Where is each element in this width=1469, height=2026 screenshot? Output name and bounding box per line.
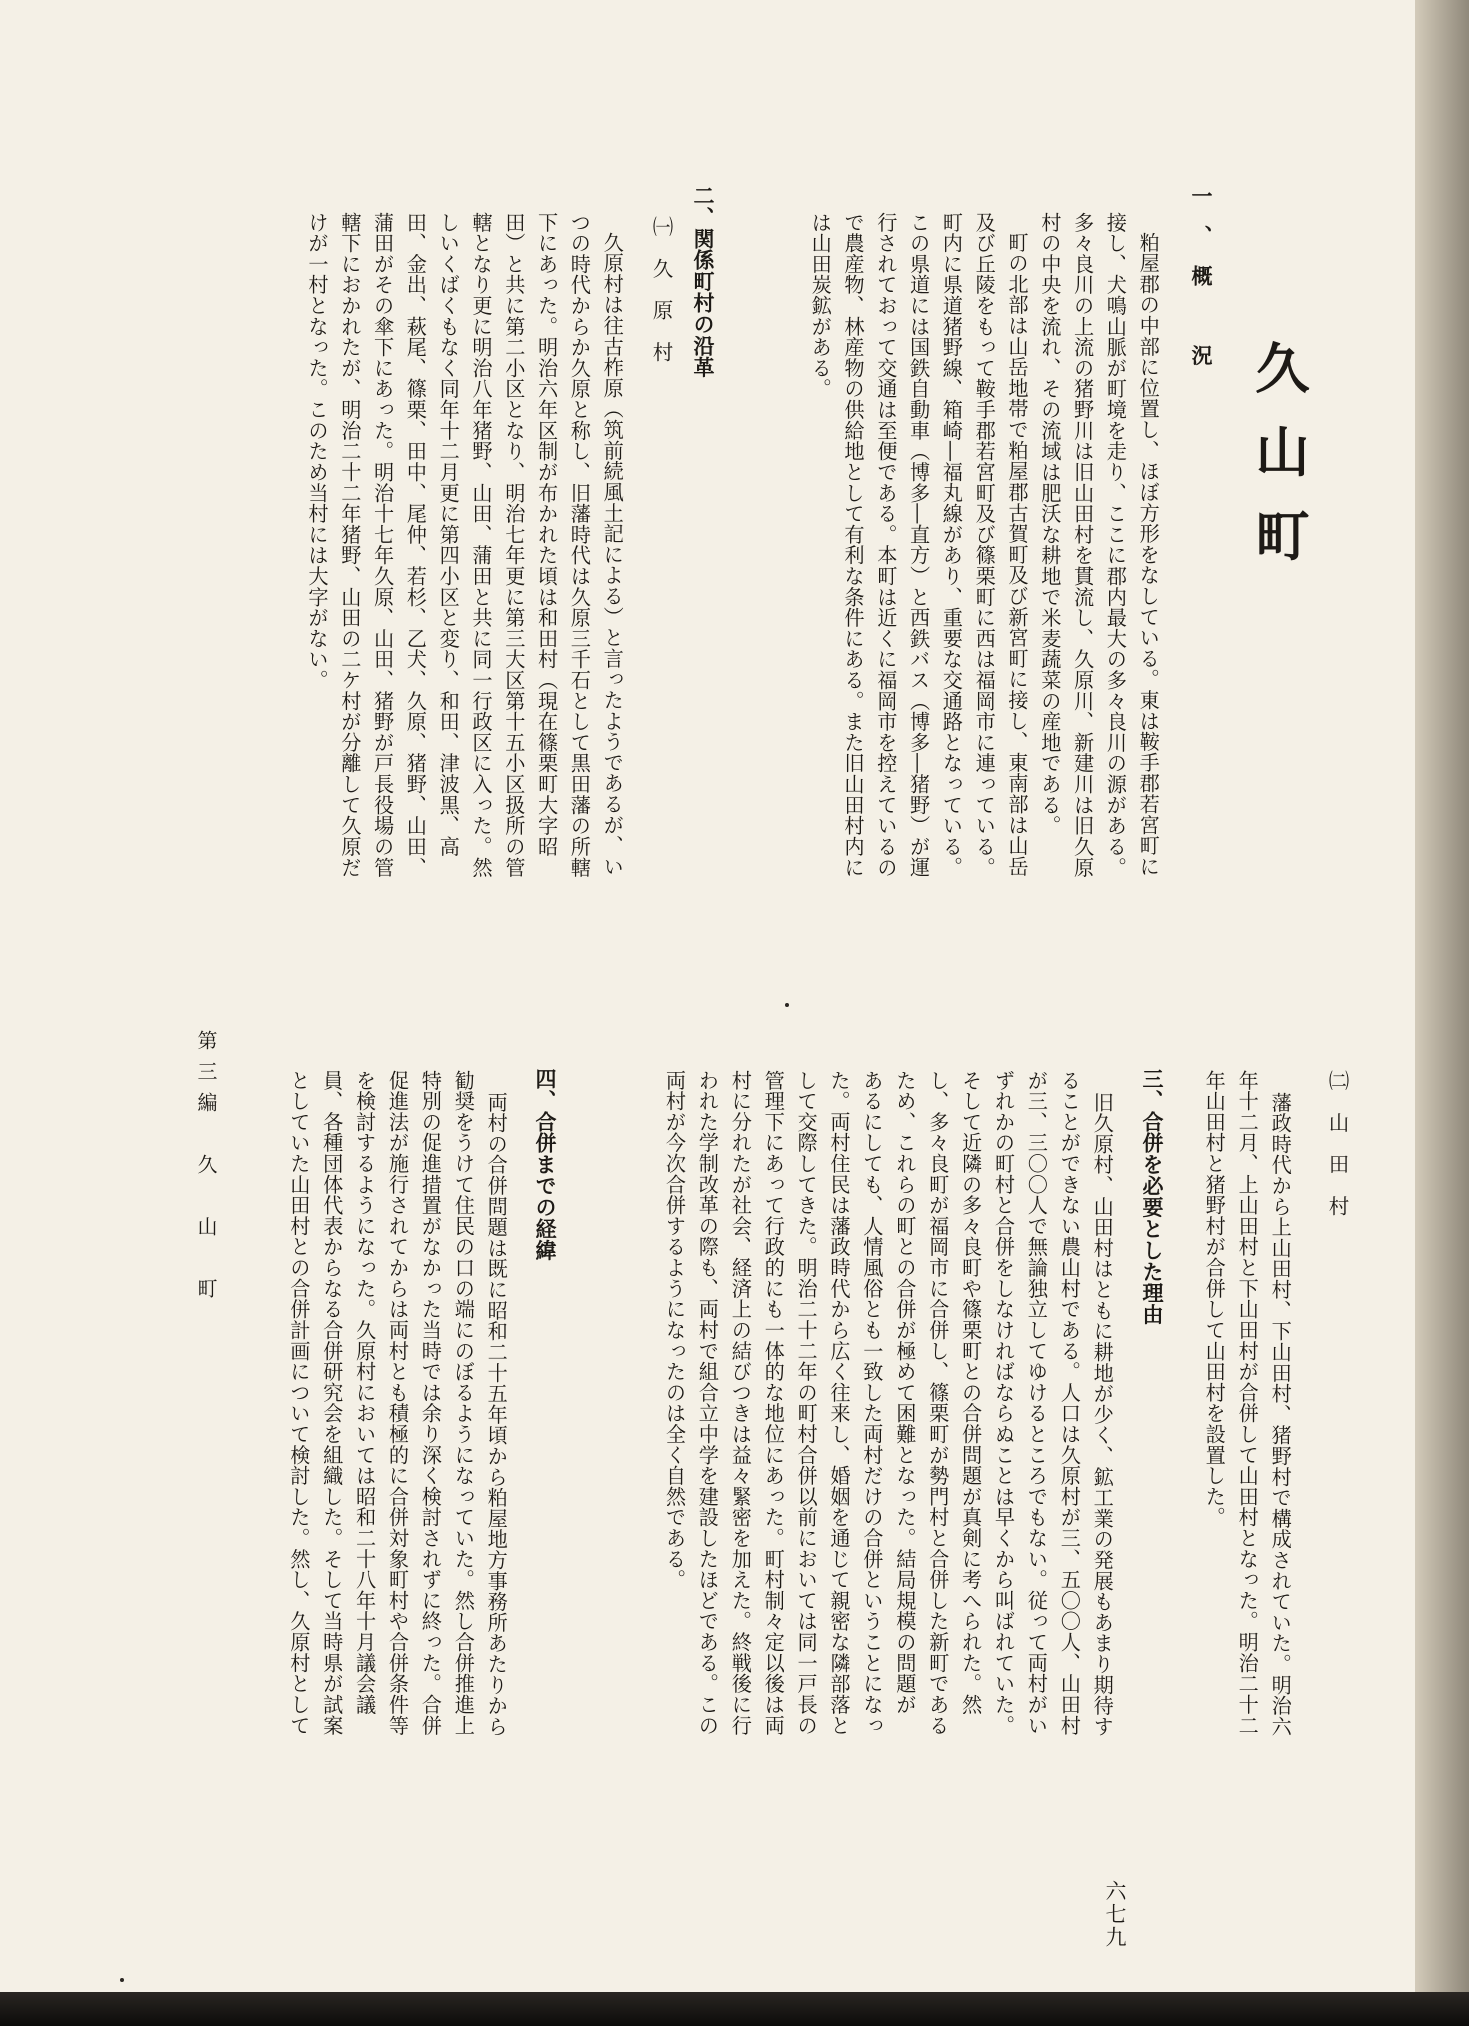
- text-line: 田）と共に第二小区となり、明治七年更に第三大区第十五小区扱所の管: [501, 212, 526, 878]
- scan-speck: [120, 1978, 124, 1982]
- text-line: としていた山田村との合併計画について検討した。然し、久原村として: [286, 1070, 311, 1736]
- scan-speck: [785, 1003, 789, 1007]
- page-number: 六七九: [1103, 1880, 1127, 1950]
- text-line: 行されておって交通は至便である。本町は近くに福岡市を控えているの: [873, 212, 898, 878]
- page-title: 久山町: [1247, 340, 1310, 592]
- text-line: ることができない農山村である。人口は久原村が三、五〇〇人、山田村: [1057, 1070, 1082, 1736]
- section-1-heading: 一、概 況: [1189, 185, 1213, 385]
- text-line: 促進法が施行されてからは両村とも積極的に合併対象町村や合併条件等: [385, 1070, 410, 1736]
- text-line: 田、金出、萩尾、篠栗、田中、尾仲、若杉、乙犬、久原、猪野、山田、: [403, 212, 428, 878]
- text-line: 町の北部は山岳地帯で粕屋郡古賀町及び新宮町に接し、東南部は山岳: [1005, 232, 1029, 877]
- text-line: けが一村となった。このため当村には大字がない。: [305, 212, 329, 691]
- text-line: は山田炭鉱がある。: [808, 212, 833, 400]
- text-line: 轄下におかれたが、明治二十二年猪野、山田の二ケ村が分離して久原だ: [337, 212, 362, 878]
- text-line: 両村の合併問題は既に昭和二十五年頃から粕屋地方事務所あたりから: [484, 1092, 509, 1737]
- text-line: そして近隣の多々良町や篠栗町との合併問題が真剣に考へられた。然: [958, 1070, 983, 1715]
- scan-bottom-edge: [0, 1992, 1469, 2026]
- text-line: 村の中央を流れ、その流域は肥沃な耕地で米麦蔬菜の産地である。: [1037, 212, 1062, 837]
- text-line: 旧久原村、山田村はともに耕地が少く、鉱工業の発展もあまり期待す: [1090, 1092, 1115, 1737]
- text-line: を検討するようになった。久原村においては昭和二十八年十月議会議: [352, 1070, 377, 1715]
- text-line: 町内に県道猪野線、箱崎―福丸線があり、重要な交通路となっている。: [939, 212, 964, 878]
- text-line: 村に分れたが社会、経済上の結びつきは益々緊密を加えた。終戦後に行: [728, 1070, 753, 1736]
- section-2-subheading-yamada: ㈡ 山 田 村: [1325, 1070, 1349, 1217]
- book-gutter-shadow: [1415, 0, 1469, 2026]
- text-line: 管理下にあって行政的にも一体的な地位にあった。町村制々定以後は両: [761, 1070, 786, 1736]
- text-line: 勧奨をうけて住民の口の端にのぼるようになっていた。然し合併推進上: [451, 1070, 476, 1736]
- text-line: 接し、犬鳴山脈が町境を走り、ここに郡内最大の多々良川の源がある。: [1103, 212, 1128, 878]
- text-line: し、多々良町が福岡市に合併し、篠栗町が勢門村と合併した新町である: [925, 1070, 950, 1736]
- text-line: た。両村住民は藩政時代から広く往来し、婚姻を通じて親密な隣部落と: [827, 1070, 851, 1736]
- footer-book-section: 第三編 久 山 町: [194, 1030, 218, 1309]
- section-2-subheading-kubara: ㈠ 久 原 村: [649, 216, 673, 363]
- text-line: 藩政時代から上山田村、下山田村、猪野村で構成されていた。明治六: [1268, 1092, 1293, 1737]
- text-line: 多々良川の上流の猪野川は旧山田村を貫流し、久原川、新建川は旧久原: [1070, 212, 1095, 878]
- section-2-heading: 二、関係町村の沿革: [691, 185, 715, 378]
- text-line: 員、各種団体代表からなる合併研究会を組織した。そして当時県が試案: [319, 1070, 344, 1736]
- section-4-heading: 四、合併までの経緯: [533, 1068, 557, 1261]
- section-3-heading: 三、合併を必要とした理由: [1140, 1068, 1164, 1326]
- text-line: 及び丘陵をもって鞍手郡若宮町及び篠栗町に西は福岡市に連っている。: [972, 212, 997, 878]
- text-line: 粕屋郡の中部に位置し、ほぼ方形をなしている。東は鞍手郡若宮町に: [1136, 232, 1161, 877]
- text-line: ずれかの町村と合併をしなければならぬことは早くから叫ばれていた。: [991, 1070, 1016, 1736]
- text-line: 蒲田がその傘下にあった。明治十七年久原、山田、猪野が戸長役場の管: [370, 212, 395, 878]
- text-line: が三、三〇〇人で無論独立してゆけるところでもない。従って両村がい: [1024, 1070, 1049, 1736]
- text-line: ため、これらの町との合併が極めて困難となった。結局規模の問題が: [892, 1070, 917, 1715]
- text-line: この県道には国鉄自動車（博多―直方）と西鉄バス（博多―猪野）が運: [906, 212, 931, 878]
- text-line: 特別の促進措置がなかった当時では余り深く検討されずに終った。合併: [418, 1070, 443, 1736]
- text-line: 轄となり更に明治八年猪野、山田、蒲田と共に同一行政区に入った。然: [469, 212, 493, 878]
- text-line: 年山田村と猪野村が合併して山田村を設置した。: [1202, 1070, 1227, 1528]
- text-line: して交際してきた。明治二十二年の町村合併以前においては同一戸長の: [794, 1070, 819, 1736]
- text-line: われた学制改革の際も、両村で組合立中学を建設したほどである。この: [695, 1070, 720, 1736]
- text-line: つの時代からか久原と称し、旧藩時代は久原三千石として黒田藩の所轄: [567, 212, 592, 878]
- text-line: 両村が今次合併するようになったのは全く自然である。: [662, 1070, 687, 1591]
- text-line: で農産物、林産物の供給地として有利な条件にある。また旧山田村内に: [841, 212, 865, 878]
- text-line: 久原村は往古柞原（筑前続風土記による）と言ったようであるが、い: [600, 232, 625, 877]
- text-line: 下にあった。明治六年区制が布かれた頃は和田村（現在篠栗町大字昭: [534, 212, 559, 857]
- text-line: あるにしても、人情風俗とも一致した両村だけの合併ということになっ: [859, 1070, 884, 1736]
- text-line: 年十二月、上山田村と下山田村が合併して山田村となった。明治二十二: [1235, 1070, 1260, 1736]
- text-line: しいくばくもなく同年十二月更に第四小区と変り、和田、津波黒、高: [436, 212, 461, 857]
